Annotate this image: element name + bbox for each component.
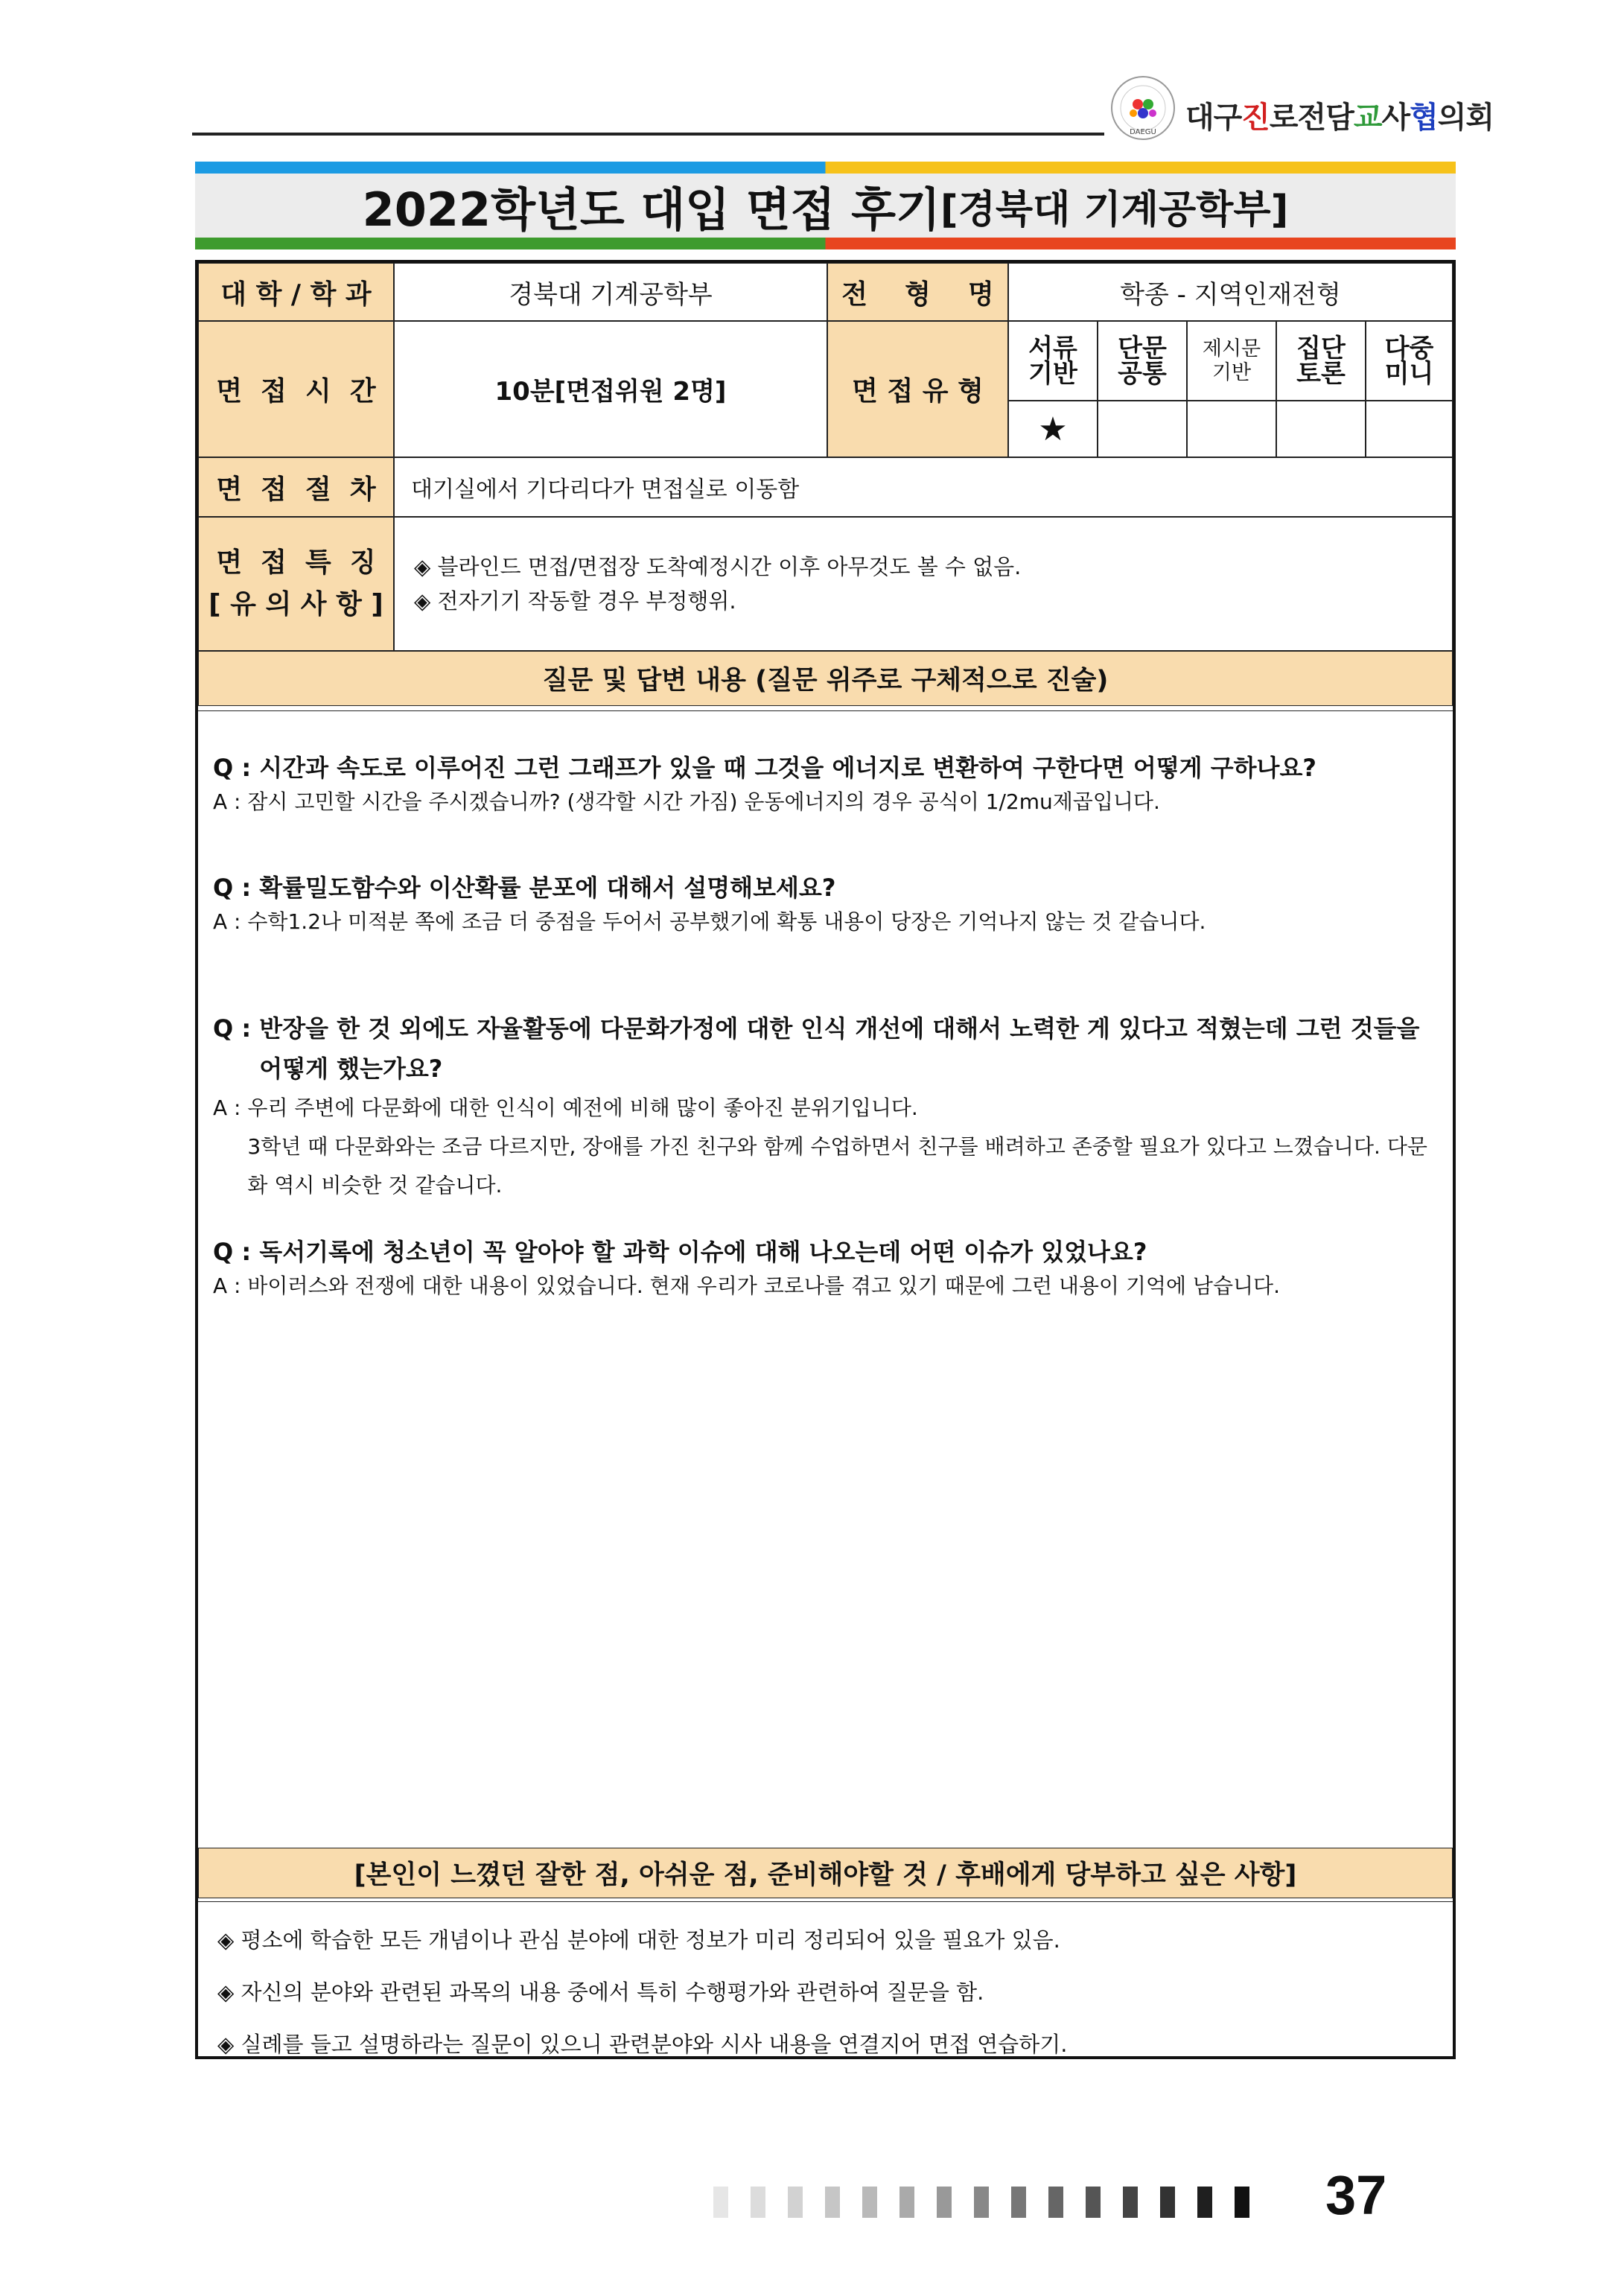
question: Q : 확률밀도함수와 이산확률 분포에 대해서 설명해보세요? (213, 874, 836, 902)
type-mark-empty (1276, 401, 1366, 457)
question: Q : 시간과 속도로 이루어진 그런 그래프가 있을 때 그것을 에너지로 변환하여 구한다면 어떻게 구하나요? (213, 754, 1316, 782)
tip-item: ◈ 실례를 들고 설명하라는 질문이 있으니 관련분야와 시사 내용을 연결지어 면접 연습하기. (217, 2018, 1067, 2070)
tip-item: ◈ 자신의 분야와 관련된 과목의 내용 중에서 특히 수행평가와 관련하여 질문을 함. (217, 1966, 1067, 2018)
tips-list (217, 1914, 1067, 2070)
page-title: 2022학년도 대입 면접 후기 [경북대 기계공학부] (195, 174, 1456, 238)
type-option-group: 집단 토론 (1276, 321, 1366, 401)
header-rule (192, 133, 1104, 136)
qa-item (213, 751, 1438, 819)
org-logo-icon (1109, 74, 1176, 141)
type-option-passage: 제시문 기반 (1187, 321, 1276, 401)
answer: A : 수학1.2나 미적분 쪽에 조금 더 중점을 두어서 공부했기에 확통 내용이 당장은 기억나지 않는 것 같습니다. (213, 909, 1206, 934)
qa-item (213, 871, 1438, 939)
interview-time-value: 10분[면접위원 2명] (394, 321, 827, 457)
answer-line: 우리 주변에 다문화에 대한 인식이 예전에 비해 많이 좋아진 분위기입니다. (247, 1095, 918, 1120)
interview-type-label: 면 접 유 형 (827, 321, 1008, 457)
features-list (394, 517, 1453, 651)
feature-item: ◈ 전자기기 작동할 경우 부정행위. (414, 584, 1452, 618)
answer: A : 잠시 고민할 시간을 주시겠습니까? (생각할 시간 가짐) 운동에너지의 경우 공식이 1/2mu제곱입니다. (213, 789, 1160, 814)
features-label: 면 접 특 징 [ 유 의 사 항 ] (198, 517, 394, 651)
type-mark-empty (1366, 401, 1453, 457)
feature-item: ◈ 블라인드 면접/면접장 도착예정시간 이후 아무것도 볼 수 없음. (414, 550, 1452, 584)
qa-item (213, 1235, 1438, 1303)
divider (198, 710, 1453, 711)
qa-item (213, 1008, 1438, 1205)
qa-section-header: 질문 및 답변 내용 (질문 위주로 구체적으로 진술) (198, 651, 1453, 706)
title-band-bottom (195, 238, 1456, 249)
interview-form (195, 260, 1456, 2059)
procedure-value: 대기실에서 기다리다가 면접실로 이동함 (394, 457, 1453, 517)
divider (198, 1901, 1453, 1902)
interview-time-label: 면 접 시 간 (198, 321, 394, 457)
question: Q : 반장을 한 것 외에도 자율활동에 다문화가정에 대한 인식 개선에 대해서 노력한 게 있다고 적혔는데 그런 것들을 어떻게 했는가요? (213, 1014, 1420, 1083)
answer: A : 우리 주변에 다문화에 대한 인식이 예전에 비해 많이 좋아진 분위기입니다. 3학년 때 다문화와는 조금 다르지만, 장애를 가진 친구와 함께 수업하면서 친구를 배려하고 존중할 필요가 있다고 느꼈습니다. 다문화 역시 비슷한 것 같습니다. (213, 1089, 1438, 1205)
admission-type-value: 학종 - 지역인재전형 (1008, 263, 1453, 321)
univ-label: 대 학 / 학 과 (198, 263, 394, 321)
type-mark-empty (1187, 401, 1276, 457)
univ-value: 경북대 기계공학부 (394, 263, 827, 321)
procedure-label: 면 접 절 차 (198, 457, 394, 517)
page-number: 37 (1325, 2164, 1387, 2226)
type-option-document: 서류 기반 (1008, 321, 1098, 401)
admission-type-label: 전 형 명 (827, 263, 1008, 321)
org-name: 대구진로전담교사협의회 (1185, 101, 1494, 135)
answer-line: 3학년 때 다문화와는 조금 다르지만, 장애를 가진 친구와 함께 수업하면서 친구를 배려하고 존중할 필요가 있다고 느꼈습니다. 다문화 역시 비슷한 것 같습니다. (247, 1134, 1427, 1198)
tip-item: ◈ 평소에 학습한 모든 개념이나 관심 분야에 대한 정보가 미리 정리되어 있을 필요가 있음. (217, 1914, 1067, 1966)
svg-text:DAEGU: DAEGU (1130, 128, 1156, 136)
answer: A : 바이러스와 전쟁에 대한 내용이 있었습니다. 현재 우리가 코로나를 겪고 있기 때문에 그런 내용이 기억에 남습니다. (213, 1273, 1281, 1298)
type-option-common: 단문 공통 (1098, 321, 1187, 401)
tips-section-header: [본인이 느꼈던 잘한 점, 아쉬운 점, 준비해야할 것 / 후배에게 당부하고 싶은 사항] (198, 1848, 1453, 1898)
question: Q : 독서기록에 청소년이 꼭 알아야 할 과학 이슈에 대해 나오는데 어떤 이슈가 있었나요? (213, 1238, 1147, 1266)
type-mark-empty (1098, 401, 1187, 457)
type-option-mmi: 다중 미니 (1366, 321, 1453, 401)
type-selected-star-icon: ★ (1008, 401, 1098, 457)
